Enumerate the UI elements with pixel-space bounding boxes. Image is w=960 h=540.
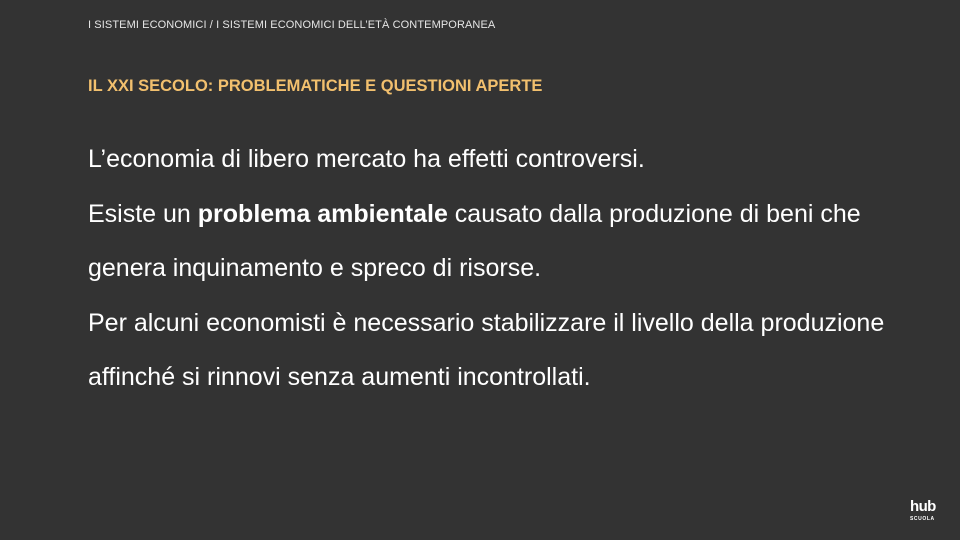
paragraph-text-before: Esiste un: [88, 199, 198, 228]
paragraph-market-effects: L’economia di libero mercato ha effetti controversi.: [88, 145, 645, 173]
hub-scuola-logo: [910, 499, 946, 525]
section-title: IL XXI SECOLO: PROBLEMATICHE E QUESTIONI APERTE: [88, 77, 543, 95]
paragraph-economists-view: Per alcuni economisti è necessario stabilizzare il livello della produzione affinché si rinnovi senza aumenti incontrollati.: [88, 308, 885, 391]
logo-main-text: hub: [910, 498, 936, 515]
highlight-environmental-problem: problema ambientale: [197, 199, 448, 228]
paragraph-environmental-problem: [88, 187, 918, 296]
paragraph-text-after: causato dalla produzione di beni che genera inquinamento e spreco di risorse.: [88, 199, 861, 282]
slide-body: [88, 132, 918, 405]
logo-sub-text: SCUOLA: [910, 516, 935, 522]
breadcrumb: I SISTEMI ECONOMICI / I SISTEMI ECONOMICI DELL’ETÀ CONTEMPORANEA: [88, 19, 496, 31]
